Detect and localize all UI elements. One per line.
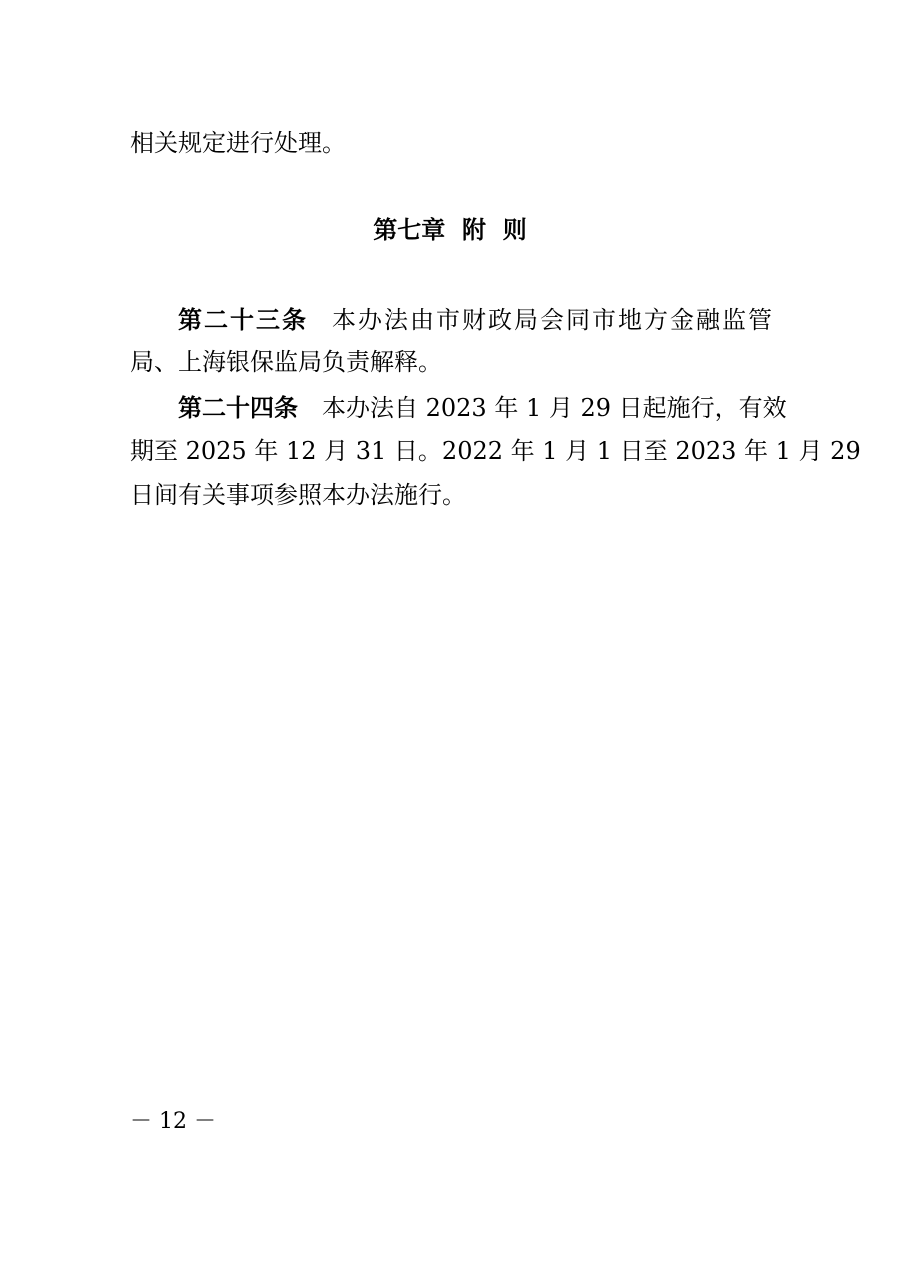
article-24-text-1: 本办法自 2023 年 1 月 29 日起施行，有效 xyxy=(322,394,787,422)
article-24-heading: 第二十四条 xyxy=(178,394,298,422)
article-24-line-2: 期至 2025 年 12 月 31 日。2022 年 1 月 1 日至 2023 年 1 月 29 xyxy=(130,437,861,465)
chapter-title: 第七章 附 则 xyxy=(373,216,527,244)
article-23-text-1: 本办法由市财政局会同市地方金融监管 xyxy=(332,306,772,334)
article-24-line-3: 日间有关事项参照本办法施行。 xyxy=(130,481,466,509)
article-24-line-1 xyxy=(130,393,787,423)
continuation-text: 相关规定进行处理。 xyxy=(130,129,346,157)
article-23-heading: 第二十三条 xyxy=(178,306,308,334)
article-23-line-1 xyxy=(130,305,772,335)
article-23-line-2: 局、上海银保监局负责解释。 xyxy=(130,348,442,376)
page-number: － 12 － xyxy=(130,1109,216,1134)
